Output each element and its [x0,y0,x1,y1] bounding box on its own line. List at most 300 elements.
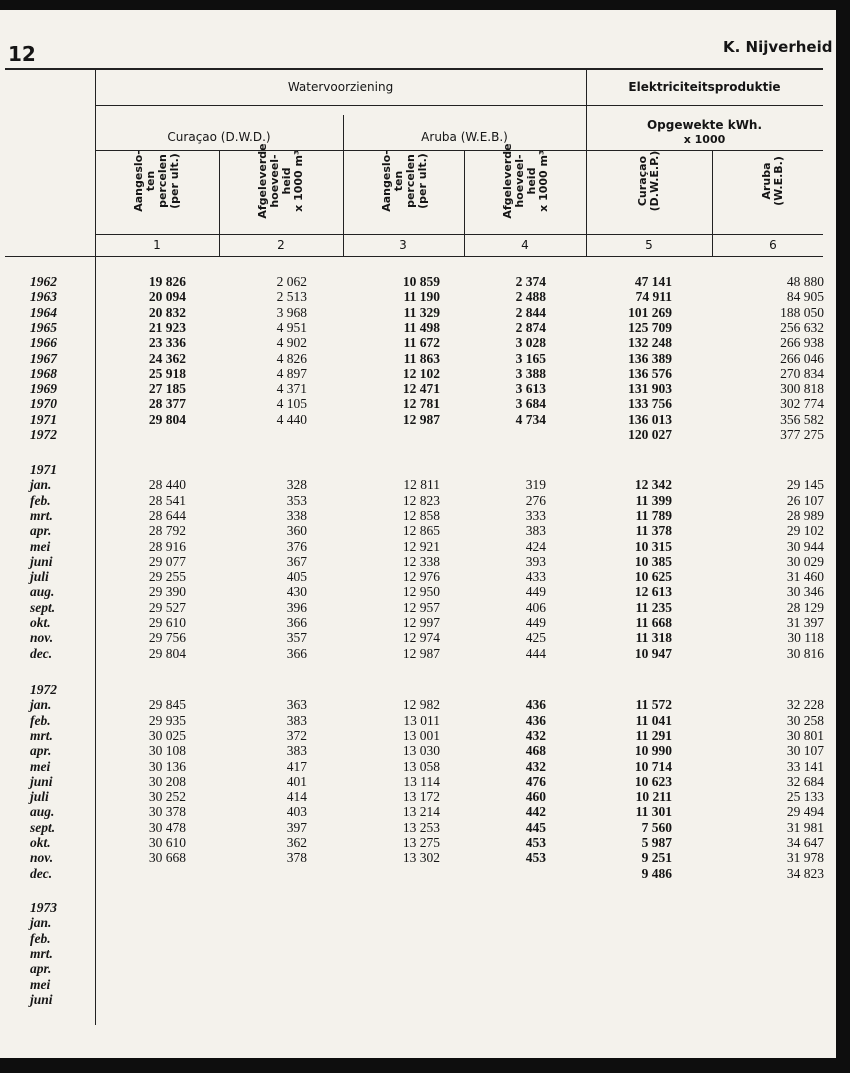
table-row [0,274,836,289]
cell-c3: 11 190 [403,289,440,305]
cell-c5: 9 251 [641,850,672,866]
table-row [0,477,836,492]
section-title: K. Nijverheid [723,38,833,56]
cell-c2: 405 [286,569,307,585]
cell-c5: 133 756 [628,396,672,412]
table-row [0,508,836,523]
cell-c4: 432 [525,727,546,743]
cell-c2: 397 [286,819,307,835]
rule-elec [586,70,587,256]
cell-c3: 12 982 [402,697,440,713]
row-label: mei [30,758,51,774]
col-number: 3 [399,238,407,252]
row-label: nov. [30,850,54,866]
col2-header: Afgeleverde hoeveel- heid x 1000 m³ [256,143,305,219]
year-heading [0,900,836,915]
cell-c1: 28 792 [148,523,186,539]
cell-c2: 4 371 [276,381,307,397]
cell-c3: 13 001 [402,727,440,743]
table-row [0,835,836,850]
cell-c4: 393 [525,553,546,569]
row-label: 1962 [30,274,57,289]
table-row [0,615,836,630]
cell-c2: 367 [286,553,307,569]
cell-c4: 3 028 [515,335,546,351]
cell-c2: 403 [286,804,307,820]
cell-c4: 2 374 [515,274,546,289]
row-label: mrt. [30,945,53,961]
cell-c1: 28 644 [148,507,186,523]
cell-c4: 3 388 [515,365,546,381]
cell-c4: 442 [525,804,546,820]
cell-c5: 136 389 [628,350,672,366]
cell-c2: 338 [286,507,307,523]
row-label: mrt. [30,507,53,523]
cell-c6: 302 774 [780,396,824,412]
table-row [0,804,836,819]
cell-c3: 13 302 [402,850,440,866]
cell-c5: 10 947 [634,645,672,661]
table-row [0,646,836,661]
row-label: apr. [30,743,52,759]
row-label: juni [30,991,53,1007]
cell-c6: 28 989 [786,507,824,523]
cell-c6: 32 228 [786,697,824,713]
header-generated: Opgewekte kWh. [646,118,763,132]
cell-c3: 13 214 [402,804,440,820]
row-label: 1966 [30,335,57,351]
table-row [0,713,836,728]
cell-c2: 2 513 [276,289,307,305]
cell-c2: 4 902 [276,335,307,351]
cell-c3: 12 987 [402,411,440,427]
table-row [0,850,836,865]
table-row [0,789,836,804]
cell-c6: 256 632 [780,319,824,335]
row-label: feb. [30,712,51,728]
row-label: 1965 [30,319,57,335]
cell-c6: 30 944 [786,538,824,554]
cell-c5: 10 385 [634,553,672,569]
cell-c1: 24 362 [148,350,186,366]
row-label: sept. [30,599,56,615]
cell-c4: 383 [525,523,546,539]
cell-c6: 30 107 [786,743,824,759]
cell-c5: 11 041 [635,712,672,728]
row-label: mrt. [30,727,53,743]
rule-header-bottom [5,256,823,257]
table-row [0,743,836,758]
header-aruba: Aruba (W.E.B.) [421,130,508,144]
cell-c5: 136 013 [628,411,672,427]
cell-c4: 3 613 [515,381,546,397]
cell-c5: 10 623 [634,773,672,789]
cell-c1: 30 208 [148,773,186,789]
cell-c2: 372 [286,727,307,743]
cell-c6: 270 834 [780,365,824,381]
col1-header: Aangeslo- ten percelen (per ult.) [132,150,181,212]
row-label: 1968 [30,365,57,381]
table-row [0,728,836,743]
cell-c3: 12 997 [402,615,440,630]
cell-c4: 444 [525,645,546,661]
cell-c4: 276 [525,492,546,508]
cell-c5: 11 235 [635,599,672,615]
cell-c1: 28 440 [148,477,186,493]
table-row [0,289,836,304]
header-electricity: Elektriciteitsproduktie [628,80,781,94]
cell-c3: 12 974 [402,630,440,646]
rule-colnum-top [95,234,823,235]
cell-c2: 366 [286,645,307,661]
cell-c2: 357 [286,630,307,646]
row-label: jan. [30,477,52,493]
cell-c6: 30 816 [786,645,824,661]
page [0,10,836,1058]
row-label: okt. [30,835,51,850]
table-row [0,569,836,584]
year-label: 1972 [30,682,57,697]
cell-c2: 362 [286,835,307,850]
cell-c3: 12 957 [402,599,440,615]
cell-c6: 356 582 [780,411,824,427]
cell-c6: 31 397 [786,615,824,630]
cell-c6: 377 275 [780,427,824,442]
col-number: 2 [277,238,285,252]
cell-c5: 47 141 [634,274,672,289]
row-label: juli [30,569,49,585]
row-label: 1967 [30,350,57,366]
table-row [0,493,836,508]
table-row [0,539,836,554]
cell-c6: 32 684 [786,773,824,789]
row-label: dec. [30,865,53,881]
cell-c4: 424 [525,538,546,554]
cell-c4: 460 [525,789,546,805]
cell-c5: 11 572 [635,697,672,713]
header-curacao: Curaçao (D.W.D.) [167,130,271,144]
cell-c4: 436 [525,712,546,728]
table-row [0,427,836,442]
year-heading [0,462,836,477]
cell-c2: 4 826 [276,350,307,366]
row-label: apr. [30,961,52,977]
col-number: 6 [769,238,777,252]
cell-c3: 12 781 [402,396,440,412]
cell-c1: 30 025 [148,727,186,743]
cell-c2: 2 062 [276,274,307,289]
year-label: 1973 [30,900,57,915]
cell-c6: 30 346 [786,584,824,600]
cell-c5: 11 291 [635,727,672,743]
cell-c6: 34 647 [786,835,824,850]
table-row [0,820,836,835]
row-label: dec. [30,645,53,661]
table-row [0,351,836,366]
cell-c3: 11 863 [403,350,440,366]
table-row [0,523,836,538]
row-label: 1963 [30,289,57,305]
cell-c6: 29 145 [786,477,824,493]
col6-header: Aruba (W.E.B.) [760,156,785,206]
row-label: feb. [30,492,51,508]
row-label: okt. [30,615,51,630]
cell-c4: 3 165 [515,350,546,366]
cell-c5: 11 668 [635,615,672,630]
cell-c6: 300 818 [780,381,824,397]
cell-c6: 31 981 [786,819,824,835]
cell-c6: 30 029 [786,553,824,569]
cell-c1: 21 923 [148,319,186,335]
table-row [0,366,836,381]
cell-c5: 11 301 [635,804,672,820]
table-row [0,335,836,350]
col-number: 5 [645,238,653,252]
header-water: Watervoorziening [287,80,394,94]
cell-c3: 12 987 [402,645,440,661]
cell-c4: 406 [525,599,546,615]
cell-c5: 10 625 [634,569,672,585]
row-label: sept. [30,819,56,835]
cell-c5: 120 027 [628,427,672,442]
cell-c3: 11 329 [403,304,440,320]
row-label: feb. [30,930,51,946]
row-label: jan. [30,697,52,713]
cell-c5: 10 714 [634,758,672,774]
rule-subgroup [95,150,823,151]
row-label: apr. [30,523,52,539]
cell-c3: 13 253 [402,819,440,835]
cell-c2: 353 [286,492,307,508]
row-label: jan. [30,915,52,931]
table-row [0,320,836,335]
cell-c5: 11 789 [635,507,672,523]
cell-c5: 11 318 [635,630,672,646]
cell-c2: 376 [286,538,307,554]
row-label: nov. [30,630,54,646]
cell-c1: 29 804 [148,645,186,661]
row-label: juni [30,553,53,569]
cell-c6: 188 050 [780,304,824,320]
row-label: juni [30,773,53,789]
cell-c5: 11 378 [635,523,672,539]
cell-c6: 266 046 [780,350,824,366]
cell-c3: 13 058 [402,758,440,774]
cell-c1: 30 668 [148,850,186,866]
cell-c2: 4 951 [276,319,307,335]
cell-c5: 11 399 [635,492,672,508]
row-label: mei [30,976,51,992]
top-rule [5,68,823,70]
table-row [0,381,836,396]
row-label: 1971 [30,411,57,427]
cell-c1: 20 094 [148,289,186,305]
cell-c3: 12 865 [402,523,440,539]
page-number: 12 [8,42,36,66]
cell-c1: 23 336 [148,335,186,351]
col-number: 1 [153,238,161,252]
cell-c5: 12 342 [634,477,672,493]
cell-c1: 29 845 [148,697,186,713]
cell-c3: 12 858 [402,507,440,523]
cell-c1: 29 756 [148,630,186,646]
cell-c5: 10 211 [635,789,672,805]
cell-c6: 30 801 [786,727,824,743]
row-label: mei [30,538,51,554]
cell-c1: 28 916 [148,538,186,554]
cell-c4: 453 [525,835,546,850]
cell-c3: 12 811 [403,477,440,493]
cell-c2: 414 [286,789,307,805]
row-label: 1969 [30,381,57,397]
table-row [0,412,836,427]
rule-col2 [219,150,220,256]
cell-c5: 125 709 [628,319,672,335]
cell-c6: 28 129 [786,599,824,615]
cell-c3: 13 030 [402,743,440,759]
cell-c6: 26 107 [786,492,824,508]
table-row [0,946,836,961]
row-label: juli [30,789,49,805]
cell-c3: 11 498 [403,319,440,335]
cell-c1: 30 108 [148,743,186,759]
cell-c1: 25 918 [148,365,186,381]
cell-c2: 363 [286,697,307,713]
year-heading [0,682,836,697]
cell-c1: 20 832 [148,304,186,320]
cell-c1: 30 478 [148,819,186,835]
cell-c2: 417 [286,758,307,774]
table-row [0,554,836,569]
cell-c3: 13 114 [403,773,440,789]
row-label: aug. [30,584,55,600]
cell-c5: 132 248 [628,335,672,351]
cell-c2: 4 440 [276,411,307,427]
table-row [0,931,836,946]
cell-c2: 383 [286,712,307,728]
cell-c2: 4 897 [276,365,307,381]
cell-c6: 30 258 [786,712,824,728]
cell-c1: 29 804 [148,411,186,427]
row-label: aug. [30,804,55,820]
cell-c1: 19 826 [148,274,186,289]
cell-c4: 453 [525,850,546,866]
cell-c5: 10 990 [634,743,672,759]
cell-c2: 360 [286,523,307,539]
cell-c3: 11 672 [403,335,440,351]
cell-c6: 29 494 [786,804,824,820]
cell-c4: 468 [525,743,546,759]
cell-c2: 3 968 [276,304,307,320]
cell-c3: 12 471 [402,381,440,397]
cell-c6: 48 880 [786,274,824,289]
rule-col4 [464,150,465,256]
cell-c4: 449 [525,615,546,630]
cell-c4: 319 [525,477,546,493]
table-row [0,630,836,645]
cell-c1: 30 610 [148,835,186,850]
cell-c4: 449 [525,584,546,600]
cell-c1: 29 610 [148,615,186,630]
cell-c1: 29 527 [148,599,186,615]
cell-c2: 401 [286,773,307,789]
cell-c3: 12 338 [402,553,440,569]
cell-c4: 432 [525,758,546,774]
cell-c2: 366 [286,615,307,630]
cell-c6: 266 938 [780,335,824,351]
cell-c4: 2 488 [515,289,546,305]
cell-c2: 383 [286,743,307,759]
table-row [0,961,836,976]
cell-c5: 9 486 [641,865,672,881]
cell-c5: 101 269 [628,304,672,320]
cell-c4: 425 [525,630,546,646]
cell-c3: 10 859 [402,274,440,289]
rule-col6 [712,150,713,256]
cell-c4: 3 684 [515,396,546,412]
table-row [0,600,836,615]
table-row [0,915,836,930]
cell-c5: 74 911 [635,289,672,305]
cell-c4: 2 844 [515,304,546,320]
col3-header: Aangeslo- ten percelen (per ult.) [380,150,429,212]
cell-c6: 33 141 [786,758,824,774]
cell-c5: 131 903 [628,381,672,397]
cell-c1: 28 541 [148,492,186,508]
cell-c2: 430 [286,584,307,600]
cell-c5: 136 576 [628,365,672,381]
row-label: 1972 [30,427,57,442]
year-label: 1971 [30,462,57,477]
cell-c4: 445 [525,819,546,835]
cell-c4: 4 734 [515,411,546,427]
cell-c4: 333 [525,507,546,523]
cell-c3: 13 172 [402,789,440,805]
cell-c5: 12 613 [634,584,672,600]
cell-c6: 30 118 [787,630,824,646]
cell-c1: 28 377 [148,396,186,412]
table-row [0,396,836,411]
table-row [0,774,836,789]
row-label: 1964 [30,304,57,320]
cell-c3: 13 275 [402,835,440,850]
table-row [0,992,836,1007]
cell-c6: 31 460 [786,569,824,585]
table-row [0,759,836,774]
cell-c3: 12 823 [402,492,440,508]
rule-group [95,105,823,106]
cell-c4: 433 [525,569,546,585]
cell-c6: 84 905 [786,289,824,305]
cell-c3: 13 011 [403,712,440,728]
cell-c3: 12 950 [402,584,440,600]
cell-c2: 378 [286,850,307,866]
cell-c1: 29 390 [148,584,186,600]
cell-c6: 34 823 [786,865,824,881]
cell-c6: 29 102 [786,523,824,539]
cell-c1: 27 185 [148,381,186,397]
cell-c2: 328 [286,477,307,493]
cell-c1: 30 252 [148,789,186,805]
col-number: 4 [521,238,529,252]
cell-c5: 5 987 [641,835,672,850]
cell-c2: 4 105 [276,396,307,412]
cell-c2: 396 [286,599,307,615]
cell-c1: 30 378 [148,804,186,820]
col5-header: Curaçao (D.W.E.P.) [636,150,661,212]
cell-c1: 29 077 [148,553,186,569]
cell-c6: 31 978 [786,850,824,866]
